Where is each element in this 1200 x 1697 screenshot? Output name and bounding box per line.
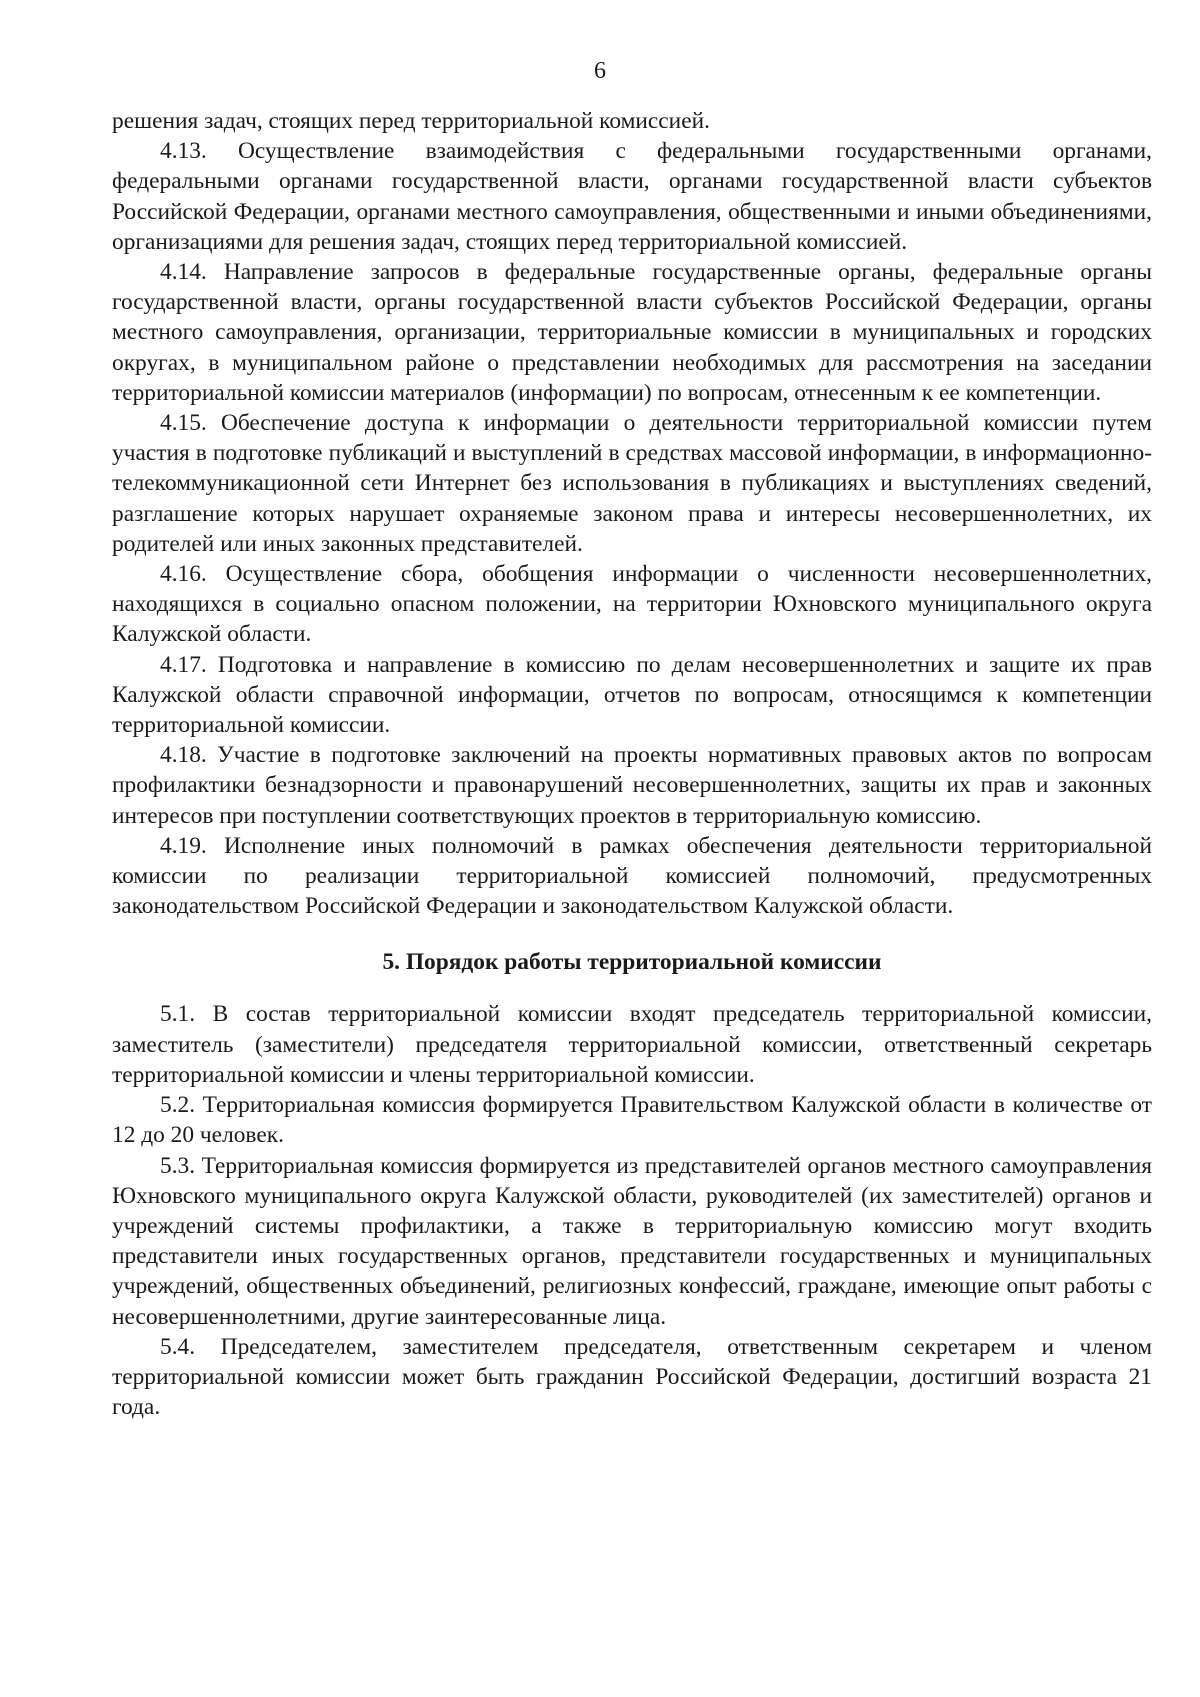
paragraph-4-13: 4.13. Осуществление взаимодействия с федеральными государственными органами, федеральными органами государственной власти, органами государственной власти субъектов Российской Федерации, органами местного самоуправления, общественными и иными объединениями, организациями для решения задач, стоящих перед территориальной комиссией. bbox=[112, 138, 1152, 255]
paragraph-4-14: 4.14. Направление запросов в федеральные государственные органы, федеральные органы государственной власти, органы государственной власти субъектов Российской Федерации, органы местного самоуправления, организации, территориальные комиссии в муниципальных и городских округах, в муниципальном районе о представлении необходимых для рассмотрения на заседании территориальной комиссии материалов (информации) по вопросам, отнесенным к ее компетенции. bbox=[112, 259, 1152, 406]
paragraph-5-2: 5.2. Территориальная комиссия формируется Правительством Калужской области в количестве от 12 до 20 человек. bbox=[112, 1092, 1152, 1149]
paragraph-4-16: 4.16. Осуществление сбора, обобщения информации о численности несовершеннолетних, находящихся в социально опасном положении, на территории Юхновского муниципального округа Калужской области. bbox=[112, 561, 1152, 648]
paragraph-5-1: 5.1. В состав территориальной комиссии входят председатель территориальной комиссии, заместитель (заместители) председателя территориальной комиссии, ответственный секретарь территориальной комиссии и члены территориальной комиссии. bbox=[112, 1001, 1152, 1088]
paragraph-5-4: 5.4. Председателем, заместителем председателя, ответственным секретарем и членом территориальной комиссии может быть гражданин Российской Федерации, достигший возраста 21 года. bbox=[112, 1333, 1152, 1421]
paragraph-4-19: 4.19. Исполнение иных полномочий в рамках обеспечения деятельности территориальной комиссии по реализации территориальной комиссией полномочий, предусмотренных законодательством Российской Федерации и законодательством Калужской области. bbox=[112, 832, 1152, 920]
section-5-heading: 5. Порядок работы территориальной комиссии bbox=[382, 949, 882, 976]
paragraph-4-17: 4.17. Подготовка и направление в комиссию по делам несовершеннолетних и защите их прав Калужской области справочной информации, отчетов по вопросам, относящимся к компетенции территориальной комиссии. bbox=[112, 651, 1152, 739]
paragraph-4-18: 4.18. Участие в подготовке заключений на проекты нормативных правовых актов по вопросам профилактики безнадзорности и правонарушений несовершеннолетних, защиты их прав и законных интересов при поступлении соответствующих проектов в территориальную комиссию. bbox=[112, 742, 1152, 829]
paragraph-4-15: 4.15. Обеспечение доступа к информации о деятельности территориальной комиссии путем участия в подготовке публикаций и выступлений в средствах массовой информации, в информационно-телекоммуникационной сети Интернет без использования в публикациях и выступлениях сведений, разглашение которых нарушает охраняемые законом права и интересы несовершеннолетних, их родителей или иных законных представителей. bbox=[112, 410, 1152, 557]
paragraph-5-3: 5.3. Территориальная комиссия формируется из представителей органов местного самоуправления Юхновского муниципального округа Калужской области, руководителей (их заместителей) органов и учреждений системы профилактики, а также в территориальную комиссию могут входить представители иных государственных органов, представители государственных и муниципальных учреждений, общественных объединений, религиозных конфессий, граждане, имеющие опыт работы с несовершеннолетними, другие заинтересованные лица. bbox=[112, 1152, 1152, 1330]
paragraph-continuation: решения задач, стоящих перед территориальной комиссией. bbox=[112, 108, 710, 134]
document-body bbox=[112, 106, 1152, 1422]
page-number: 6 bbox=[594, 58, 606, 84]
